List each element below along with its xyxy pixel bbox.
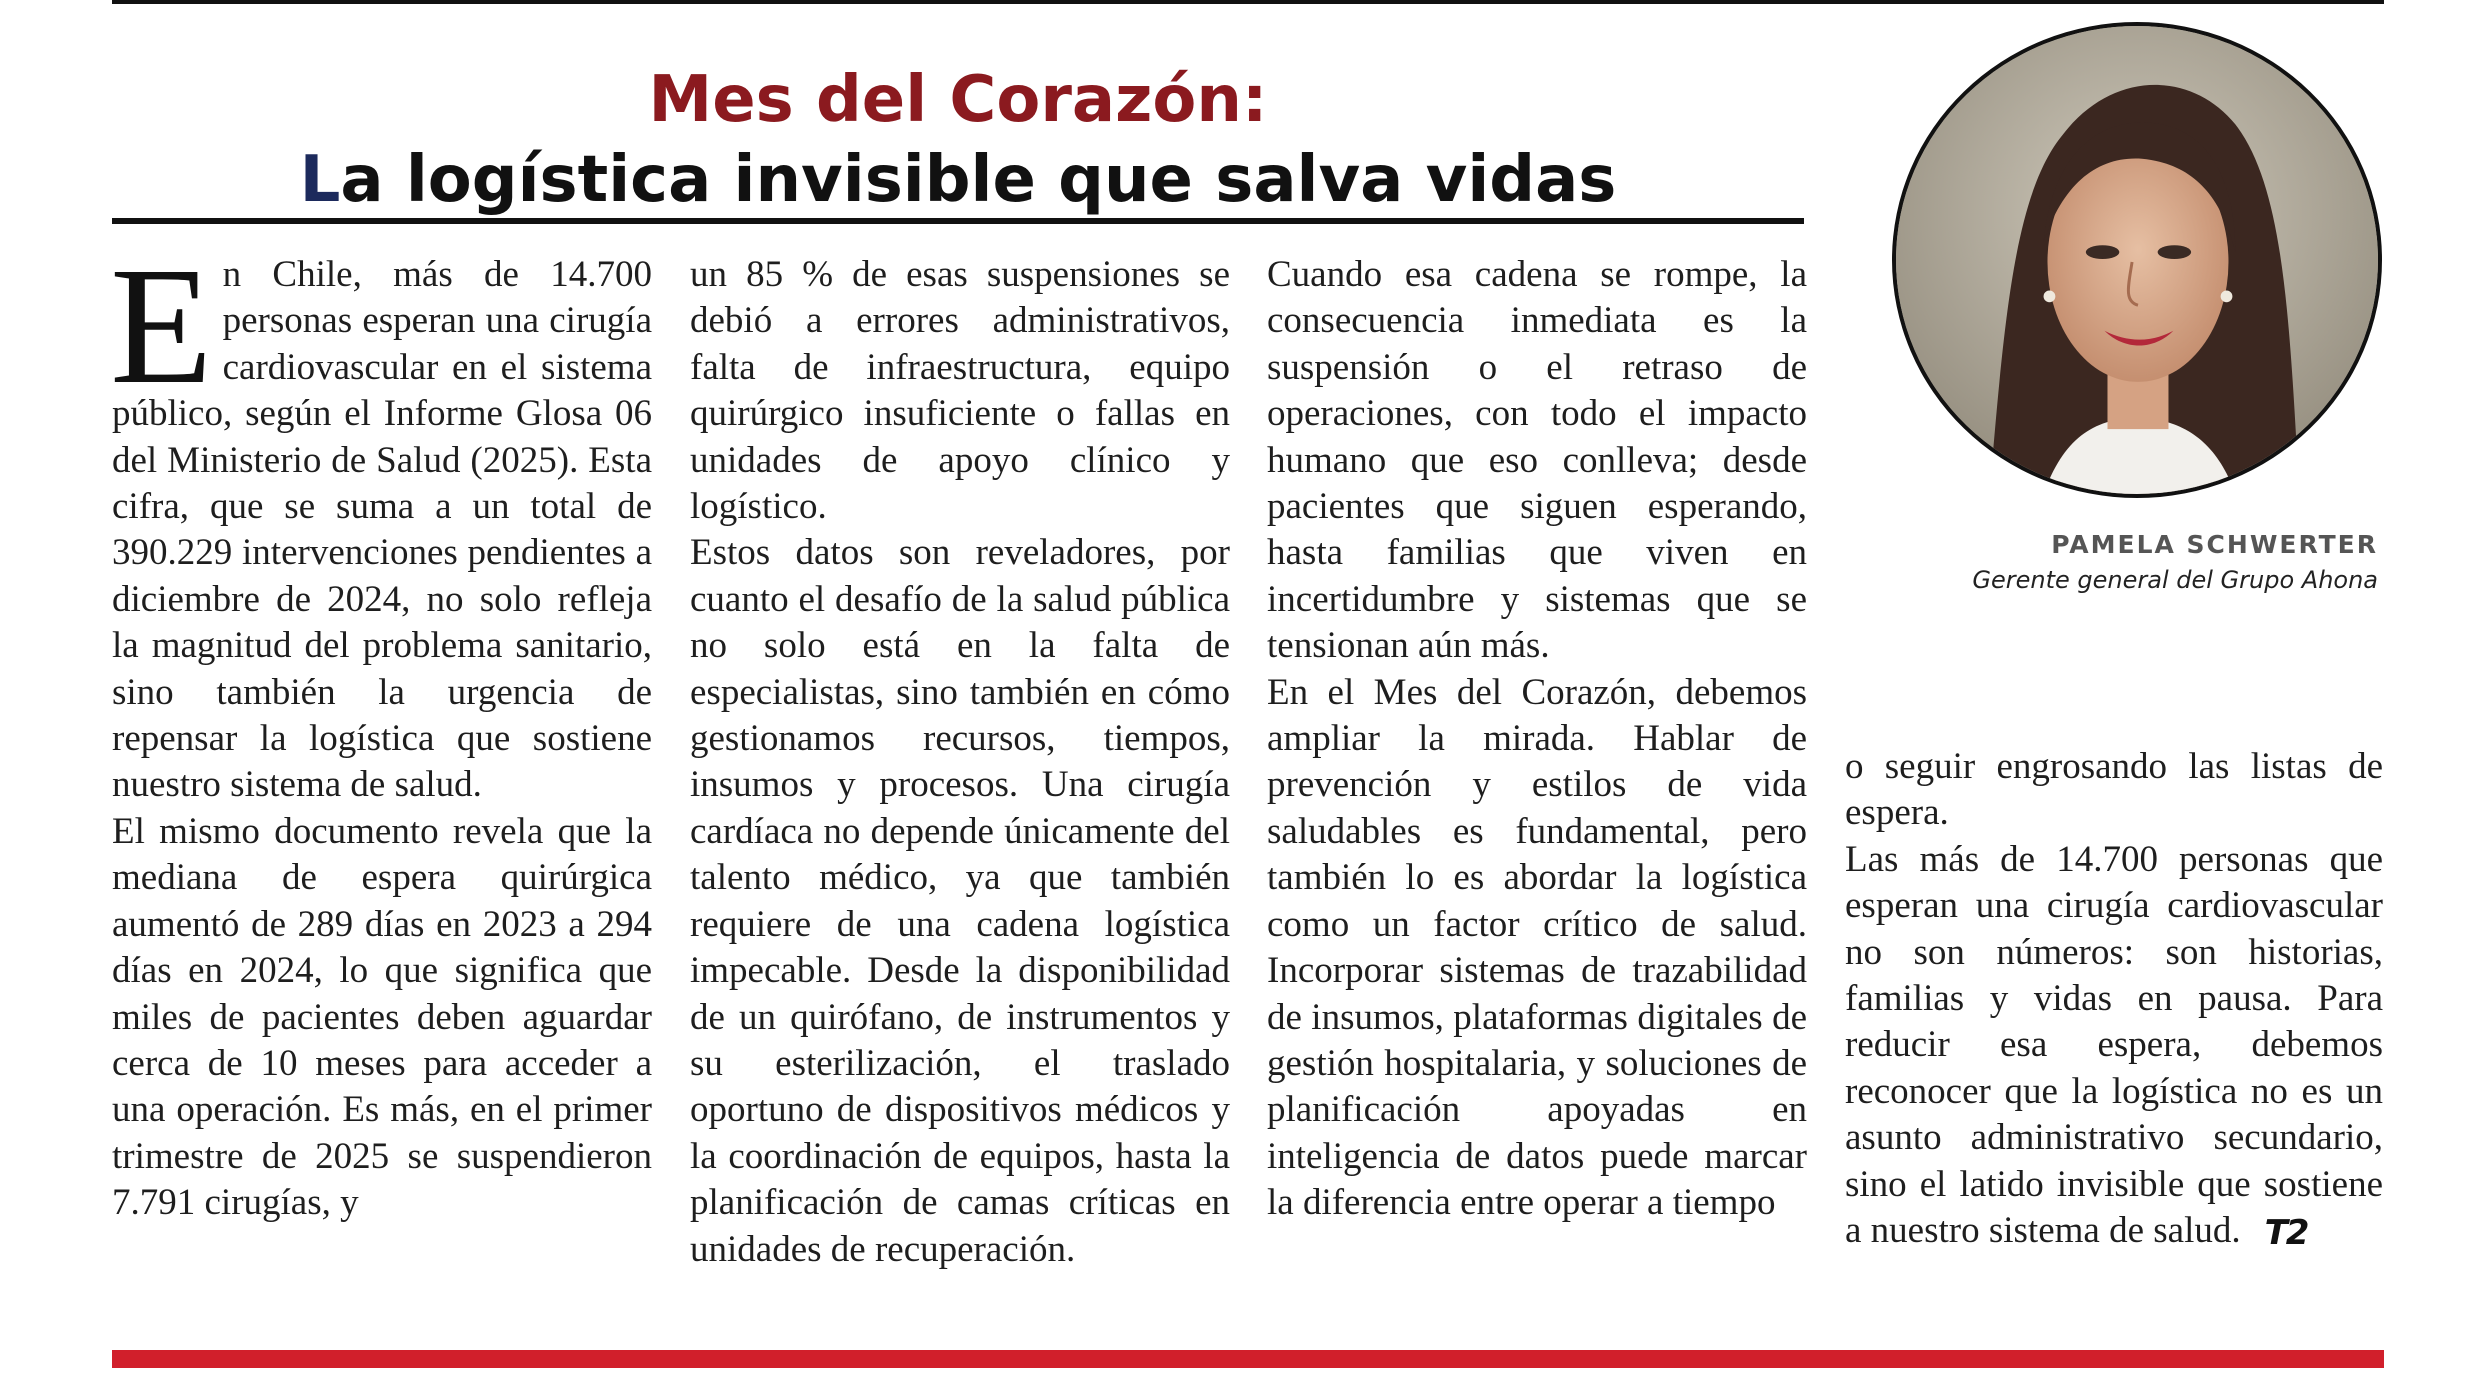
paragraph-text: Las más de 14.700 personas que esperan una cirugía cardiovascular no son números: son historias, familias y vidas en pausa. Para reducir esa espera, debemos reconocer que la logística no es un asunto administrativo secundario, sino el latido invisible que sostiene a nuestro sistema de salud.: [1845, 838, 2383, 1252]
column-2: [690, 252, 1230, 1273]
headline: [112, 60, 1804, 220]
paragraph: El mismo documento revela que la mediana de espera quirúrgica aumentó de 289 días en 2023 a 294 días en 2024, lo que significa que miles de pacientes deben aguardar cerca de 10 meses para acceder a una operación. Es más, en el primer trimestre de 2025 se suspendieron 7.791 cirugías, y: [112, 810, 652, 1224]
paragraph: En el Mes del Corazón, debemos ampliar la mirada. Hablar de prevención y estilos de vida saludables es fundamental, pero también lo es abordar la logística como un factor crítico de salud. Incorporar sistemas de trazabilidad de insumos, plataformas digitales de gestión hospitalaria, y soluciones de planificación apoyadas en inteligencia de datos puede marcar la diferencia entre operar a tiempo: [1267, 671, 1807, 1224]
portrait-illustration: [1896, 26, 2378, 494]
paragraph: un 85 % de esas suspensiones se debió a errores administrativos, falta de infraestructura, equipo quirúrgico insuficiente o fallas en unidades de apoyo clínico y logístico.: [690, 254, 1230, 528]
bottom-rule: [112, 1350, 2384, 1368]
paragraph-text: n Chile, más de 14.700 personas esperan una cirugía cardiovascular en el sistema público, según el Informe Glosa 06 del Ministerio de Salud (2025). Esta cifra, que se suma a un total de 390.229 intervenciones pendientes a diciembre de 2024, no solo refleja la magnitud del problema sanitario, sino también la urgencia de repensar la logística que sostiene nuestro sistema de salud.: [112, 254, 652, 806]
paragraph: o seguir engrosando las listas de espera.: [1845, 746, 2383, 834]
headline-line-2: [112, 140, 1804, 220]
author-role: Gerente general del Grupo Ahona: [1972, 566, 2378, 594]
paragraph: [110, 233, 652, 809]
paragraph: Cuando esa cadena se rompe, la consecuencia inmediata es la suspensión o el retraso de operaciones, con todo el impacto humano que eso conlleva; desde pacientes que siguen esperando, hasta familias que viven en incertidumbre y sistemas que se tensionan aún más.: [1267, 254, 1807, 667]
author-name: PAMELA SCHWERTER: [2051, 530, 2378, 559]
headline-rule: [112, 218, 1804, 224]
paragraph: Estos datos son reveladores, por cuanto el desafío de la salud pública no solo está en la falta de especialistas, sino también en cómo gestionamos recursos, tiempos, insumos y procesos. Una cirugía cardíaca no depende únicamente del talento médico, ya que también requiere de una cadena logística impecable. Desde la disponibilidad de un quirófano, de instrumentos y su esterilización, el traslado oportuno de dispositivos médicos y la coordinación de equipos, hasta la planificación de camas críticas en unidades de recuperación.: [690, 532, 1230, 1270]
column-1: [110, 233, 652, 1227]
headline-line-1: Mes del Corazón:: [648, 63, 1268, 137]
column-4: [1845, 744, 2383, 1257]
end-logo-icon: T2: [2264, 1213, 2308, 1254]
headline-rest: a logística invisible que salva vidas: [340, 143, 1617, 217]
column-3: [1267, 252, 1807, 1227]
headline-initial: L: [299, 143, 341, 217]
author-portrait: [1892, 22, 2382, 498]
top-rule: [112, 0, 2384, 4]
dropcap: E: [110, 233, 213, 419]
paragraph: [1845, 837, 2383, 1257]
